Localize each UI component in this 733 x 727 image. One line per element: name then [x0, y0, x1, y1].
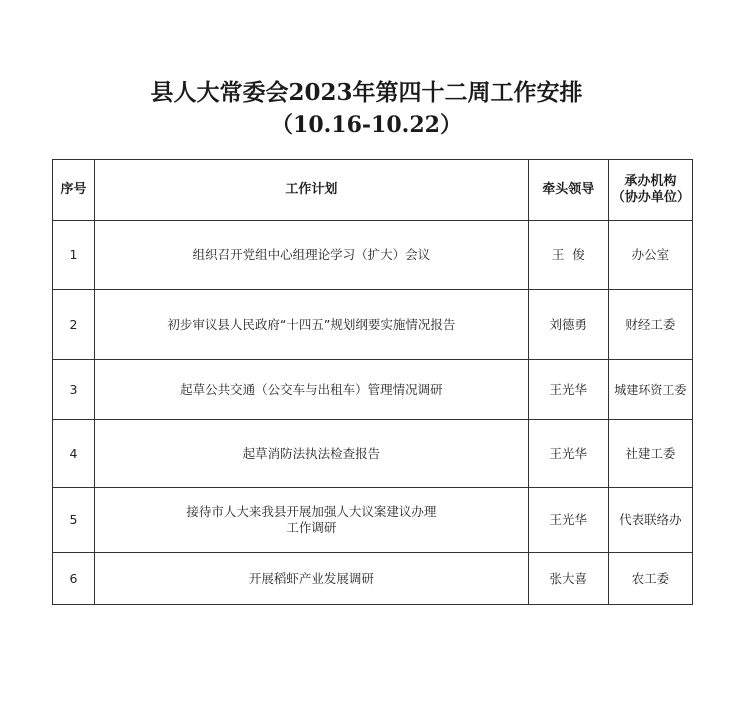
- row-plan-text: 起草消防法执法检查报告: [242, 445, 381, 461]
- row-no: 1: [53, 221, 95, 290]
- document-subtitle: （10.16-10.22）: [271, 112, 462, 138]
- row-plan: [95, 360, 529, 420]
- row-no: 2: [53, 290, 95, 360]
- header-no: 序号: [53, 160, 95, 221]
- row-lead: 王光华: [528, 488, 608, 553]
- header-plan: 工作计划: [95, 160, 529, 221]
- work-plan-table: [52, 159, 693, 605]
- row-plan-text: 组织召开党组中心组理论学习（扩大）会议: [192, 247, 431, 262]
- row-plan: [95, 290, 529, 360]
- row-plan-text: 接待市人大来我县开展加强人大议案建议办理工作调研: [186, 504, 437, 535]
- row-org: 城建环资工委: [608, 360, 692, 420]
- row-lead: 王光华: [528, 420, 608, 488]
- row-lead: 刘德勇: [528, 290, 608, 360]
- row-org: 办公室: [608, 221, 692, 290]
- row-plan-text: 起草公共交通（公交车与出租车）管理情况调研: [180, 381, 443, 397]
- header-org: 承办机构（协办单位）: [608, 160, 692, 221]
- row-no: 6: [53, 553, 95, 605]
- table-row: [53, 221, 693, 290]
- row-lead: 王 俊: [528, 221, 608, 290]
- row-plan: [95, 221, 529, 290]
- row-org: 社建工委: [608, 420, 692, 488]
- row-plan: [95, 553, 529, 605]
- table-row: [53, 553, 693, 605]
- row-org: 农工委: [608, 553, 692, 605]
- table-row: [53, 360, 693, 420]
- row-lead: 张大喜: [528, 553, 608, 605]
- row-org: 财经工委: [608, 290, 692, 360]
- table-header-row: [53, 160, 693, 221]
- row-no: 4: [53, 420, 95, 488]
- row-plan-text: 初步审议县人民政府“十四五”规划纲要实施情况报告: [167, 316, 456, 332]
- row-no: 3: [53, 360, 95, 420]
- table-row: [53, 420, 693, 488]
- row-plan: [95, 488, 529, 553]
- row-no: 5: [53, 488, 95, 553]
- row-plan: [95, 420, 529, 488]
- document-title: 县人大常委会2023年第四十二周工作安排: [150, 79, 583, 106]
- row-lead: 王光华: [528, 360, 608, 420]
- table-row: [53, 290, 693, 360]
- row-plan-text: 开展稻虾产业发展调研: [248, 570, 374, 586]
- header-lead: 牵头领导: [528, 160, 608, 221]
- row-org: 代表联络办: [608, 488, 692, 553]
- table-row: [53, 488, 693, 553]
